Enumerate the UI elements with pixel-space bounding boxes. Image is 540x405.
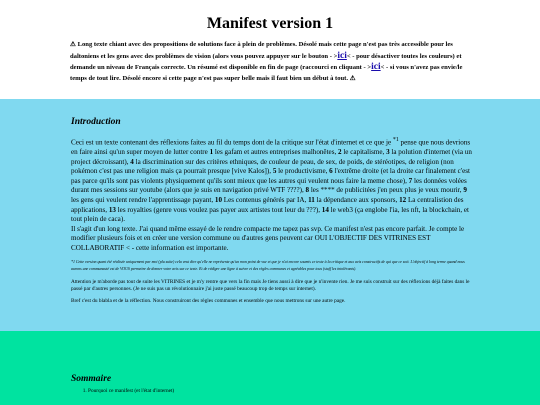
accessibility-warning: [70, 40, 470, 84]
footnote-text: *1 Cette version quant été réalisée uniquement par moi (plu suite) cela veut dire qu'elle ne représente qu'un mon point de vue et que je n'ai encore soumis ce texte à la critique et aux avis constructifs de qui que ce soit. L'objectif à long terme quand nous aurons une communauté est de VOUS permettre de donner votre avis sur ce texte. Et de rédiger une ligne à suivre et des règles communes et agréables pour tous (stuff les intolérants).: [71, 260, 465, 271]
warning-text-part1: Long texte chiant avec des propositions de solutions face à plein de problèmes. Désolé mais cette page n'est pas très accessible pour les daltoniens et les gens avec des problèmes de vision (alors vous pouvez appuyer sur le bouton - >: [70, 41, 453, 60]
bref-paragraph: Bref c'est du blabla et de la réflection. Nous construiront des règles communes et ensemble que nous mettrons sur une autre page.: [71, 298, 346, 305]
attention-paragraph: Attention je m'aborde pas tout de suite les VITRINES et je m'y rentre que vers la fin mais Je tiens aussi à dire que je n'invente rien. Je me suis construit sur des réflexions déjà faites dans le passé par d'autres personnes. (Je ne suis pas un révolutionnaire j'ai juste passé beaucoup trop de temps sur internet).: [71, 279, 470, 292]
warning-text-part3: < - si vous n'avez pas envie/le temps de tout lire. Désolé encore si cette page n'est pas super belle mais il faut bien un début à tout.: [70, 64, 463, 82]
summary-list: [0, 388, 540, 395]
page-title: Manifest version 1: [206, 15, 334, 32]
introduction-heading: Introduction: [71, 117, 121, 127]
intro-text-start: Ceci est un texte contenant des réflexions faites au fil du temps dont de la critique sur l'état d'internet et ce que je: [71, 138, 393, 147]
warning-text-part2: < - pour désactiver toutes les couleurs) et demande un niveau de Français correcte. Un résumé est disponible en fin de page (raccourci en cliquant - >: [70, 52, 462, 71]
introduction-section: [0, 99, 540, 331]
disable-colors-link[interactable]: ici: [337, 50, 347, 61]
intro-text-rest: pense que nous devrions en faire ainsi qu'un super moyen de lutter contre 1 les gafam et autres entreprises malhonêtes, 2 le capitalisme, 3 la polution d'internet (via un project décroissant), 4 la discrimination sur des critères ethniques, de couleur de peau, de sex, de poids, de stéréotipes, de religion (non pokémon c'est pas une religion mais ça pourrait presque [vive Kalos]), 5 le productivisme, 6 l'extrême droite (et la droite car finalement c'est pas parce qu'ils sont pas violents physiquement qu'ils sont mieux que les autres qui veulent nous faire la meme chose), 7 les données volées durant mes sessions sur youtube (alors que je suis en navigation privé WTF ????), 8 les **** de publicitées j'en peux plus je veux mourir, 9 les gens qui veulent rendre l'apprentissage payant, 10 Les contenus générés par IA, 11 la dépendance aux sponsors, 12 La centralistion des applications, 13 les royalties (genre vous voulez pas payer aux artistes tout leur du ???), 14 le web3 (ça englobe l'ia, les nft, la blockchain, et tout plein de caca).: [71, 138, 472, 224]
summary-section: [0, 331, 540, 405]
warning-icon: ⚠: [70, 41, 76, 48]
summary-heading: Sommaire: [71, 374, 112, 384]
summary-item[interactable]: 1. Pourquoi ce manifest (et l'état d'internet): [88, 388, 540, 395]
intro-text-long-note: Il s'agit d'un long texte. J'ai quand même essayé de le rendre compacte me tapez pas svp. Ce manifest n'est pas encore parfait. Je compte le modifier plusieurs fois et en créer une version commune ou d'autres gens peuvent car OUI L'OBJECTIF DES VITRINES EST COLLABORATIF < - cette information est importante.: [71, 224, 465, 252]
footnote-marker: *1: [392, 137, 399, 143]
warning-icon-end: ⚠: [349, 74, 356, 82]
introduction-paragraph: [71, 136, 472, 253]
summary-shortcut-link[interactable]: ici: [371, 62, 381, 72]
